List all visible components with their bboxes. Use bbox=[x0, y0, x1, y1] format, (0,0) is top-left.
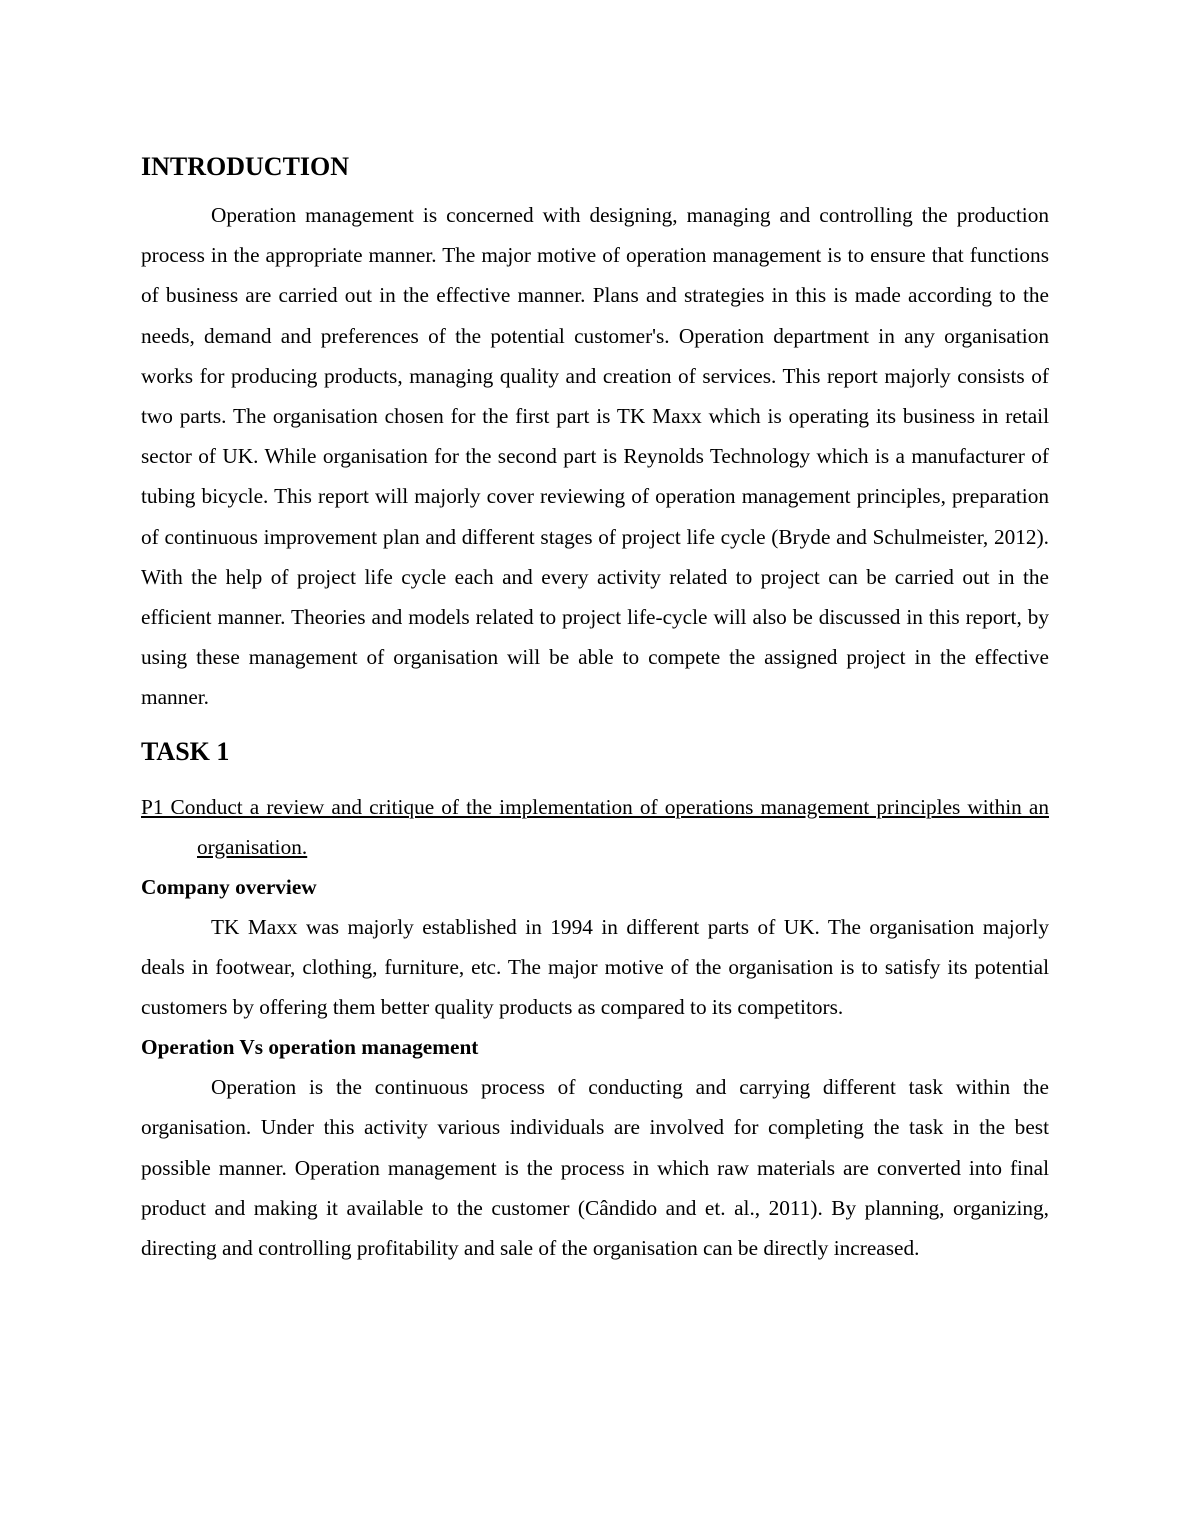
company-overview-paragraph: TK Maxx was majorly established in 1994 in different parts of UK. The organisation majorly deals in footwear, clothing, furniture, etc. The major motive of the organisation is to satisfy its potential customers by offering them better quality products as compared to its competitors. bbox=[141, 914, 1049, 1020]
operation-vs-heading: Operation Vs operation management bbox=[141, 1035, 479, 1060]
introduction-heading: INTRODUCTION bbox=[141, 152, 350, 181]
operation-vs-paragraph: Operation is the continuous process of conducting and carrying different task within the organisation. Under this activity various individuals are involved for completing the task in the best possible manner. Operation management is the process in which raw materials are converted into final product and making it available to the customer (Cândido and et. al., 2011). By planning, organizing, directing and controlling profitability and sale of the organisation can be directly increased. bbox=[141, 1075, 1049, 1261]
company-overview-heading: Company overview bbox=[141, 874, 317, 899]
introduction-paragraph: Operation management is concerned with designing, managing and controlling the production process in the appropriate manner. The major motive of operation management is to ensure that functions of business are carried out in the effective manner. Plans and strategies in this is made according to the needs, demand and preferences of the potential customer's. Operation department in any organisation works for producing products, managing quality and creation of services. This report majorly consists of two parts. The organisation chosen for the first part is TK Maxx which is operating its business in retail sector of UK. While organisation for the second part is Reynolds Technology which is a manufacturer of tubing bicycle. This report will majorly cover reviewing of operation management principles, preparation of continuous improvement plan and different stages of project life cycle (Bryde and Schulmeister, 2012). With the help of project life cycle each and every activity related to project can be carried out in the efficient manner. Theories and models related to project life-cycle will also be discussed in this report, by using these management of organisation will be able to compete the assigned project in the effective manner. bbox=[141, 203, 1049, 710]
document-page bbox=[141, 150, 1049, 1268]
task1-heading: TASK 1 bbox=[141, 736, 230, 766]
task1-objective: P1 Conduct a review and critique of the implementation of operations management principles within an organisation. bbox=[141, 794, 1049, 859]
